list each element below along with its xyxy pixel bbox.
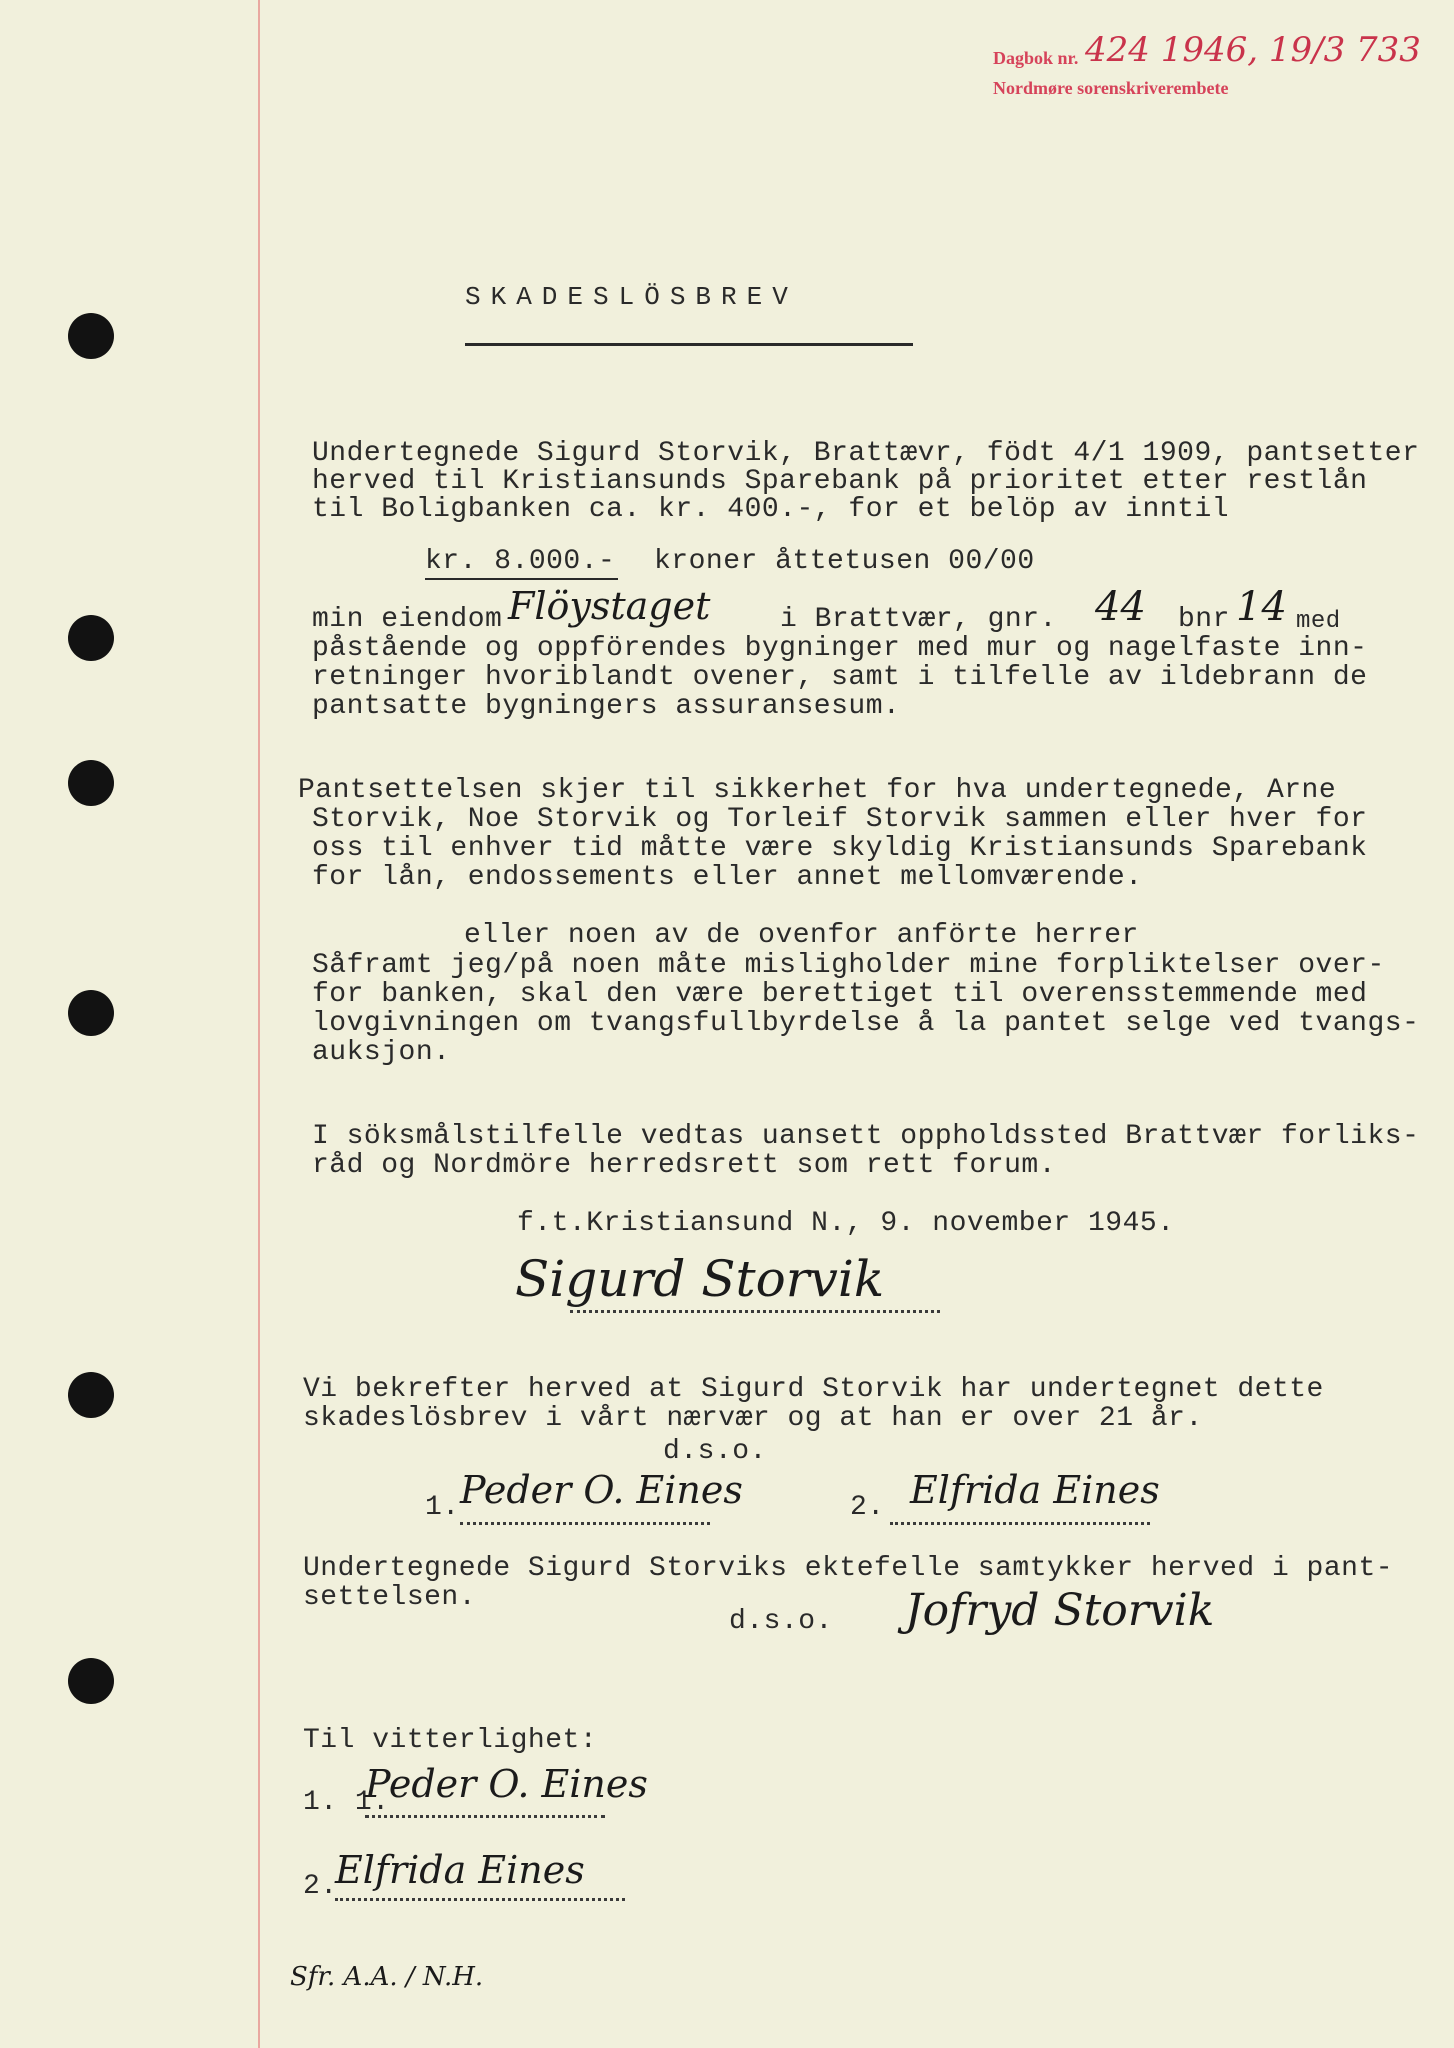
amount-underline	[425, 578, 618, 580]
punch-hole	[68, 760, 114, 806]
witness1-dotted-line	[460, 1522, 710, 1525]
document-title: SKADESLÖSBREV	[465, 282, 798, 312]
property-prefix: min eiendom	[312, 604, 503, 635]
paragraph4-line: auksjon.	[312, 1037, 451, 1068]
punch-hole	[68, 313, 114, 359]
paragraph3-line: for lån, endossements eller annet mellomværende.	[312, 862, 1143, 893]
property-bnr: 14	[1236, 584, 1287, 630]
property-gnr: 44	[1095, 584, 1146, 630]
vitterlighet2-dotted-line	[335, 1898, 625, 1901]
paragraph1-line: til Boligbanken ca. kr. 400.-, for et belöp av inntil	[312, 494, 1230, 525]
stamp-line2: Nordmøre sorenskriverembete	[993, 78, 1229, 98]
witness1-number: 1.	[425, 1492, 460, 1523]
insertion-text: eller noen av de ovenfor anförte herrer	[464, 920, 1139, 951]
witness2-dotted-line	[890, 1522, 1150, 1525]
property-name: Flöystaget	[508, 584, 711, 628]
witness1-signature: Peder O. Eines	[460, 1468, 743, 1512]
vitterlighet2-signature: Elfrida Eines	[335, 1848, 585, 1892]
consent-line: settelsen.	[303, 1582, 477, 1613]
spouse-signature: Jofryd Storvik	[905, 1585, 1215, 1636]
witness2-number: 2.	[850, 1492, 885, 1523]
signature-main: Sigurd Storvik	[515, 1250, 885, 1308]
amount-words: kroner åttetusen 00/00	[654, 546, 1035, 577]
property-suffix: med	[1296, 608, 1341, 635]
attestation-line: skadeslösbrev i vårt nærvær og at han er over 21 år.	[303, 1403, 1203, 1434]
witness2-signature: Elfrida Eines	[910, 1468, 1160, 1512]
paragraph2-line: pantsatte bygningers assuransesum.	[312, 691, 901, 722]
dso-label: d.s.o.	[663, 1436, 767, 1467]
vitterlighet1-dotted-line	[365, 1815, 605, 1818]
paragraph4-line: lovgivningen om tvangsfullbyrdelse å la pantet selge ved tvangs-	[312, 1008, 1420, 1039]
paragraph1-line: herved til Kristiansunds Sparebank på prioritet etter restlån	[312, 466, 1368, 497]
paragraph5-line: råd og Nordmöre herredsrett som rett forum.	[312, 1150, 1057, 1181]
dso-label: d.s.o.	[729, 1606, 833, 1637]
property-middle: i Brattvær, gnr.	[780, 604, 1057, 635]
punch-hole	[68, 1658, 114, 1704]
signature-dotted-line	[570, 1310, 940, 1313]
consent-line: Undertegnede Sigurd Storviks ektefelle samtykker herved i pant-	[303, 1553, 1394, 1584]
paragraph3-line: Storvik, Noe Storvik og Torleif Storvik sammen eller hver for	[312, 804, 1368, 835]
amount-value: kr. 8.000.-	[425, 546, 616, 577]
punch-hole	[68, 615, 114, 661]
place-date: f.t.Kristiansund N., 9. november 1945.	[517, 1208, 1175, 1239]
margin-line	[258, 0, 260, 2048]
paragraph2-line: retninger hvoriblandt ovener, samt i tilfelle av ildebrann de	[312, 662, 1368, 693]
vitterlighet1-signature: Peder O. Eines	[365, 1762, 648, 1806]
footer-note: Sfr. A.A. / N.H.	[290, 1962, 484, 1992]
paragraph4-line: Såframt jeg/på noen måte misligholder mine forpliktelser over-	[312, 950, 1385, 981]
title-underline	[465, 343, 913, 346]
stamp-line1-printed: Dagbok nr.	[993, 48, 1079, 68]
paragraph2-line: påstående og oppförendes bygninger med mur og nagelfaste inn-	[312, 633, 1368, 664]
punch-hole	[68, 990, 114, 1036]
stamp-line1-handwritten: 424 1946, 19/3 733	[1085, 30, 1421, 70]
vitterlighet2-number: 2.	[303, 1871, 338, 1902]
paragraph1-line: Undertegnede Sigurd Storvik, Brattævr, födt 4/1 1909, pantsetter	[312, 438, 1420, 469]
punch-hole	[68, 1372, 114, 1418]
paragraph4-line: for banken, skal den være berettiget til overensstemmende med	[312, 979, 1368, 1010]
vitterlighet1-number: 1. 1.	[303, 1787, 390, 1818]
paragraph3-line: Pantsettelsen skjer til sikkerhet for hva undertegnede, Arne	[298, 775, 1337, 806]
attestation-line: Vi bekrefter herved at Sigurd Storvik har undertegnet dette	[303, 1374, 1324, 1405]
paragraph3-line: oss til enhver tid måtte være skyldig Kristiansunds Sparebank	[312, 833, 1368, 864]
vitterlighet-label: Til vitterlighet:	[303, 1725, 598, 1756]
paragraph5-line: I söksmålstilfelle vedtas uansett oppholdssted Brattvær forliks-	[312, 1121, 1420, 1152]
property-bnr-label: bnr	[1178, 604, 1230, 635]
